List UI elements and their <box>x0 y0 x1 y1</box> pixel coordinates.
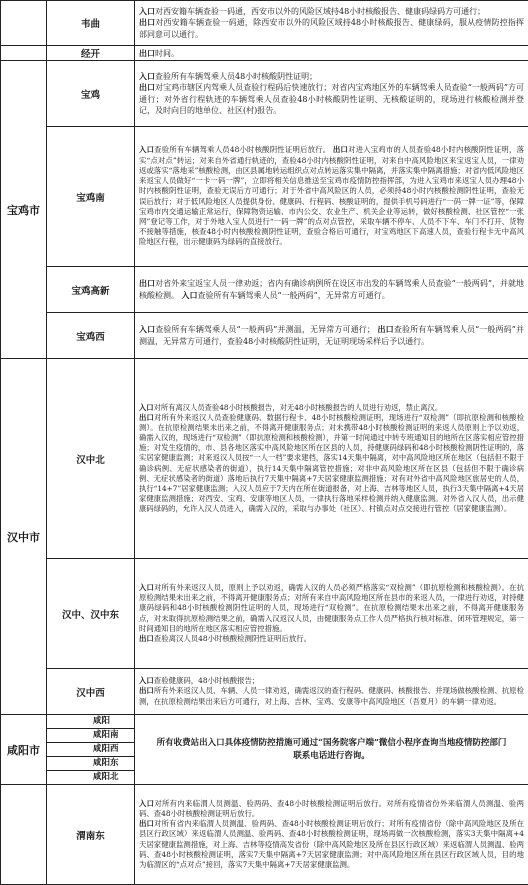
table-row <box>1 267 528 313</box>
measure-text: 查验离汉人员48小时核酸检测阴性证明后放行。 <box>154 634 311 643</box>
measure-lead: 出口 <box>139 686 154 695</box>
table-row <box>1 669 528 715</box>
station-measures <box>135 267 528 313</box>
station-name: 汉中北 <box>47 359 135 559</box>
station-name: 咸阳北 <box>47 771 134 784</box>
station-measures <box>135 359 528 559</box>
city-name: 汉中市 <box>1 359 47 715</box>
measure-lead: 出口 <box>139 278 155 288</box>
measure-text: 对省外来宝返宝人员一律劝返；省内有确诊病例所在设区市出发的车辆驾乘人员查验“一般两码”，并就地核酸检测。 <box>139 279 524 299</box>
measure-lead: 入口 <box>139 71 155 81</box>
station-measures <box>135 127 528 267</box>
measure-text: 查验健康码，48小时核酸报告； <box>154 676 259 685</box>
measure-text: 对所有省内来临渭人员测温、验两码、查48小时核酸检测证明后放行；对所有疫情省份（除中高风险地区及所在县区行政区域）来返临渭人员测温、验两码、查48小时核酸检测证明，现场再做一次核酸检测，落实3天集中隔离+4天居家健康监测措施，对上海、吉林等疫情高发省份（除中高风险地区及所在县区行政区域）来返临渭人员测温、验两码、查48小时核酸检测证明，落实7天集中隔离+7天居家健康监测；对中高风险地区所在县区行政区域人员，目的地为临渭区的“点对点”接回，落实7天集中隔离+7天居家健康监测。 <box>139 819 524 869</box>
station-name: 咸阳西 <box>47 743 134 757</box>
measure-lead: 入口 <box>139 799 154 808</box>
measure-lead: 入口 <box>139 324 155 334</box>
station-list-cell <box>47 715 135 785</box>
table-row <box>1 127 528 267</box>
table-row <box>1 559 528 669</box>
measure-text: 对西安籍车辆查验一码通，西安市以外的风险区域持48小时核酸报告、健康码绿码方可通行； <box>155 7 485 16</box>
measure-text: 查验所有车辆驾乘人员48小时核酸阴性证明后放行。 <box>154 145 330 154</box>
station-name: 汉中西 <box>47 669 135 715</box>
measure-text: 具体疫情防控措施可通过“国务院客户端”微信小程序查询当地疫情防控部门联系电话进行咨询。 <box>225 738 507 761</box>
measure-text: 查验所有车辆驾乘人员“一般两码”并测温，无异常方可通行； <box>155 325 375 334</box>
table-row <box>1 61 528 127</box>
table-row <box>1 359 528 559</box>
station-measures <box>135 559 528 669</box>
measure-text: 对宝鸡市辖区内驾乘人员查验行程码后快速放行；对省内宝鸡地区外的车辆驾乘人员查验“一般两码”方可通行；对外省行程轨迹的车辆驾乘人员查验48小时核酸阴性证明、无核酸证明的，现场进行核酸检测并登记，及时向目的地单位、社区(村)报告。 <box>139 83 524 115</box>
measure-text: 对所有外来返汉人员，原则上予以劝返，确需入汉的人员必须严格落实“双检测”（即抗原检测和核酸检测）。在抗原检测结果未出来之前，不得离开健康服务点；对所有来自中高风险地区所在县市的来返人员，一律进行劝返，对持健康码绿码和48小时核酸检测阴性证明的人员，现场进行“双检测”。在抗原检测结果未出来之前，不得离开健康服务点，对未取得抗原检测结果之前，确需入汉返汉人员，由健康服务点工作人员严格执行核对标准、闭环管理规定，第一时间通知目的地所在地区落实相应管控措施。 <box>139 583 524 633</box>
city-name: 宝鸡市 <box>1 61 47 359</box>
station-measures <box>135 313 528 359</box>
city-cell-empty <box>1 1 47 46</box>
table-row <box>1 313 528 359</box>
measure-text: 查验所有车辆驾乘人员“一般两码”，无异常方可通行。 <box>198 291 390 300</box>
measure-lead: 出口 <box>139 17 155 27</box>
measure-lead: 出口 <box>139 819 154 828</box>
station-name: 宝鸡高新 <box>47 267 135 313</box>
measure-lead: 出口 <box>139 634 154 643</box>
measure-lead: 入口 <box>139 6 155 16</box>
city-cell-empty <box>1 46 47 61</box>
station-measures <box>135 1 528 46</box>
station-name: 咸阳 <box>47 715 134 729</box>
city-name: 咸阳市 <box>1 715 47 785</box>
measure-lead: 所有收费站出入口 <box>157 738 225 748</box>
city-cell-empty <box>1 785 47 885</box>
measure-text: 对所有内来临渭人员测温、验两码、查48小时核酸检测证明后放行。对所有疫情省份外来临渭人员测温、验两码、查48小时核酸检测证明后放行。 <box>139 799 524 818</box>
measure-text: 对进入宝鸡市的人员查验48小时内核酸阴性证明，落实“点对点”转运；对来自外省通行轨迹的，查验48小时内核酸阴性证明，对来自中高风险地区来宝返宝人员，一律劝返或落实“落地采”核酸检测，由区县属地转运组织点对点转运落实集中隔离，并落实集中隔离措施；对省内低风险地区来返宝人员做好“一卡一码一牌”，立即将相关信息推送至宝鸡市疫情防控指挥部，为进入宝鸡市来返宝人员办理48小时内核酸阴性证明，查验无误后方可通行；对于外省中高风险区的人员，必须持48小时内核酸检测阴性证明，查验无误后放行；对于低风险地区人员提供身份、健康码、行程码、核酸证明的，提供手机号码进行“一码一牌一证”等，保障宝鸡市内交通运输正常运行，保障物资运输、市内公交、农业生产、机关企业等运转，做好核酸检测、社区管控“一张网”登记等工作，对于外地入宝人员进行“一码一牌”的点对点管控，采取车辆不停车、人员不下车、车门不打开、货物不接触等措施，核查48小时内核酸检测阴性证明，查验合格后可通行，对宝鸡地区下高速人员，查验行程卡无中高风险地区行程，出示健康码为绿码的直接放行。 <box>139 145 524 246</box>
table-row <box>1 785 528 885</box>
station-name: 咸阳南 <box>47 729 134 743</box>
measure-lead: 出口 <box>139 48 155 58</box>
measure-text: 对西安籍车辆查验一码通，除西安市以外的风险区域持48小时核酸报告、健康绿码，服从疫情防控指挥部同意可以通行。 <box>139 18 524 38</box>
station-measures <box>135 715 528 785</box>
station-name: 渭南东 <box>47 785 135 885</box>
measure-lead: 入口 <box>139 145 154 154</box>
station-name: 宝鸡西 <box>47 313 135 359</box>
measure-lead: 出口 <box>333 145 348 154</box>
measure-text: 查验所有车辆驾乘人员“一般两码”并测温，无异常方可通行，查验48小时核酸阴性证明，无证明现场采样后予以通行。 <box>139 325 524 345</box>
station-name: 经开 <box>47 46 135 61</box>
station-measures <box>135 61 528 127</box>
station-name: 韦曲 <box>47 1 135 46</box>
measure-lead: 入口 <box>139 676 154 685</box>
measure-lead: 入口 <box>139 403 154 412</box>
table-row <box>1 1 528 46</box>
station-name: 汉中、汉中东 <box>47 559 135 669</box>
measure-text: 查验所有车辆驾乘人员48小时核酸阴性证明； <box>155 72 317 81</box>
measure-lead: 出口 <box>139 82 155 92</box>
measure-text: 所有外来返汉人员、车辆、人员一律劝返，确需返汉的查行程码、健康码、核酸报告、并现场做核酸检测、抗原检测，在抗原检测结果出来后方可通行，对上海、吉林、宝鸡、安康等中高风险地区（吾夏月）的车辆一律劝返。 <box>139 686 524 705</box>
measure-lead: 出口 <box>139 413 154 422</box>
station-name: 宝鸡 <box>47 61 135 127</box>
station-measures <box>135 785 528 885</box>
station-name: 咸阳东 <box>47 757 134 771</box>
station-measures <box>135 46 528 61</box>
measure-text: 时间。 <box>155 49 179 58</box>
measure-text: 对所有外来返汉人员查验健康码、数据行程卡、48小时核酸检测证明，现场进行“双检测”（即抗原检测和核酸检测）。在抗原检测结果未出来之前，不得离开健康服务点；对未携带48小时核酸检测证明的来返人员原则上予以劝返，确需入汉的，现场进行“双检测”（即抗原检测和核酸检测），并第一时间通过中转专班通知目的地所在区落实相应管控措施；对发生疫情的，市、县各地区落实中高风险地区所在区县的人员，持健康码绿码和48小时核酸检测阴性证明的，落实居家健康监测；对来返汉人员按“一人一档”要求建档，落实14天集中隔离，对中高风险地区所在地区（包括但不限于确诊病例、无症状感染者的街道），执行14天集中隔离管控措施；对非中高风险地区所在区县（包括但不限于确诊病例、无症状感染者的街道）落地后执行7天集中隔离+7天居家健康监测措施；对有对外省中高风险地区旅居史的人员，执行“14+7”居家健康监测；入汉人员应于7天内在所在街道报备，对上海、吉林等地区人员，执行3天集中隔离+4天居家健康监测措施；对西安、宝鸡、安康等地区人员，一律执行落地采样检测并纳入健康监测。对外省入汉人员，出示健康码绿码的，允许入汉人员进入，确需入汉的，采取与办事处（社区）、村镇点对点交接进行管控（居家健康监测）。 <box>139 413 524 513</box>
station-measures <box>135 669 528 715</box>
station-name: 宝鸡南 <box>47 127 135 267</box>
measure-lead: 入口 <box>139 583 154 592</box>
measure-lead: 出口 <box>378 324 394 334</box>
measure-text: 对所有离汉人员查验48小时核酸报告，对无48小时核酸报告的人员进行劝返，禁止离汉。 <box>154 403 443 412</box>
table-row <box>1 715 528 785</box>
table-row <box>1 46 528 61</box>
measure-lead: 入口 <box>182 290 198 300</box>
